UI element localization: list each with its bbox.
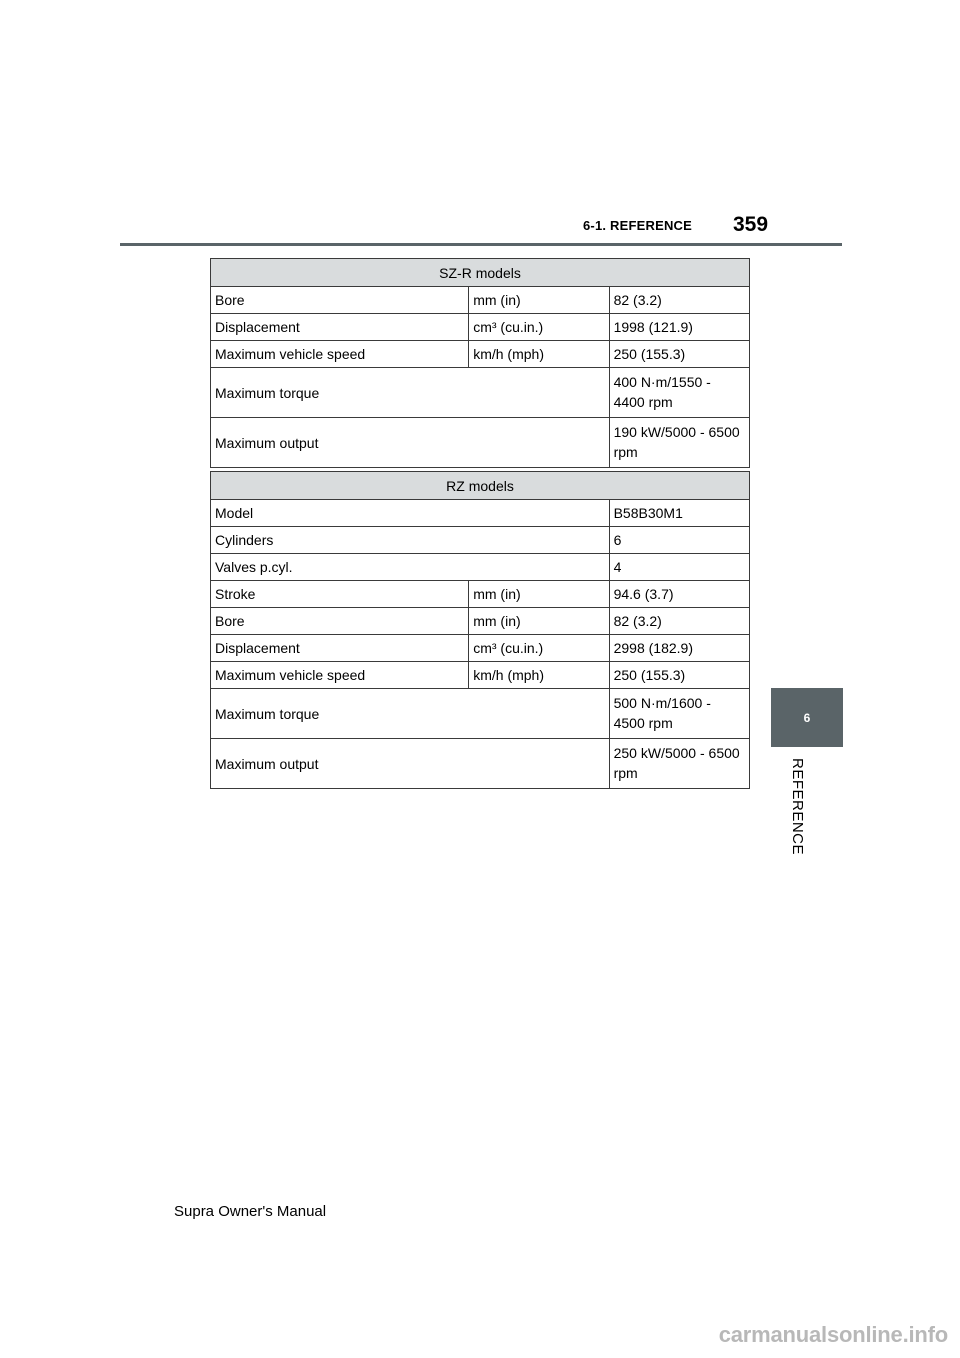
table-row: [211, 500, 750, 527]
row-label: Maximum torque: [211, 368, 610, 418]
table-row: [211, 554, 750, 581]
row-value: 6: [609, 527, 749, 554]
row-unit: mm (in): [469, 608, 609, 635]
table-row: [211, 368, 750, 418]
section-title: 6-1. REFERENCE: [583, 218, 692, 233]
table-row: [211, 581, 750, 608]
row-value: B58B30M1: [609, 500, 749, 527]
table-row: [211, 608, 750, 635]
row-label: Maximum torque: [211, 689, 610, 739]
row-unit: mm (in): [469, 287, 609, 314]
page-number: 359: [733, 213, 769, 236]
row-label: Maximum output: [211, 418, 610, 468]
row-unit: km/h (mph): [469, 662, 609, 689]
row-label: Model: [211, 500, 610, 527]
row-label: Maximum output: [211, 739, 610, 789]
row-unit: km/h (mph): [469, 341, 609, 368]
row-label: Displacement: [211, 635, 469, 662]
row-value: 2998 (182.9): [609, 635, 749, 662]
row-value: 250 (155.3): [609, 662, 749, 689]
row-value: 190 kW/5000 - 6500 rpm: [609, 418, 749, 468]
row-value: 500 N·m/1600 - 4500 rpm: [609, 689, 749, 739]
row-value: 250 (155.3): [609, 341, 749, 368]
manual-title: Supra Owner's Manual: [174, 1203, 327, 1220]
chapter-side-label: REFERENCE: [789, 758, 806, 856]
table-row: [211, 527, 750, 554]
table-caption: SZ-R models: [211, 259, 750, 287]
table-row: [211, 635, 750, 662]
row-label: Valves p.cyl.: [211, 554, 610, 581]
rz-models-table: [210, 471, 750, 789]
row-value: 82 (3.2): [609, 608, 749, 635]
table-row: [211, 341, 750, 368]
chapter-tab: [771, 688, 843, 747]
table-row: [211, 689, 750, 739]
row-value: 1998 (121.9): [609, 314, 749, 341]
row-label: Stroke: [211, 581, 469, 608]
chapter-number: 6: [803, 710, 811, 725]
table-caption: RZ models: [211, 472, 750, 500]
szr-models-table: [210, 258, 750, 468]
row-value: 94.6 (3.7): [609, 581, 749, 608]
table-row: [211, 287, 750, 314]
row-label: Cylinders: [211, 527, 610, 554]
row-label: Bore: [211, 287, 469, 314]
watermark: carmanualsonline.info: [718, 1322, 948, 1347]
row-unit: cm³ (cu.in.): [469, 314, 609, 341]
header-divider: [120, 243, 842, 246]
row-label: Maximum vehicle speed: [211, 341, 469, 368]
row-label: Displacement: [211, 314, 469, 341]
row-label: Maximum vehicle speed: [211, 662, 469, 689]
table-row: [211, 662, 750, 689]
row-value: 4: [609, 554, 749, 581]
table-row: [211, 739, 750, 789]
row-value: 250 kW/5000 - 6500 rpm: [609, 739, 749, 789]
row-unit: cm³ (cu.in.): [469, 635, 609, 662]
table-row: [211, 314, 750, 341]
table-row: [211, 418, 750, 468]
row-value: 400 N·m/1550 - 4400 rpm: [609, 368, 749, 418]
row-unit: mm (in): [469, 581, 609, 608]
row-label: Bore: [211, 608, 469, 635]
row-value: 82 (3.2): [609, 287, 749, 314]
